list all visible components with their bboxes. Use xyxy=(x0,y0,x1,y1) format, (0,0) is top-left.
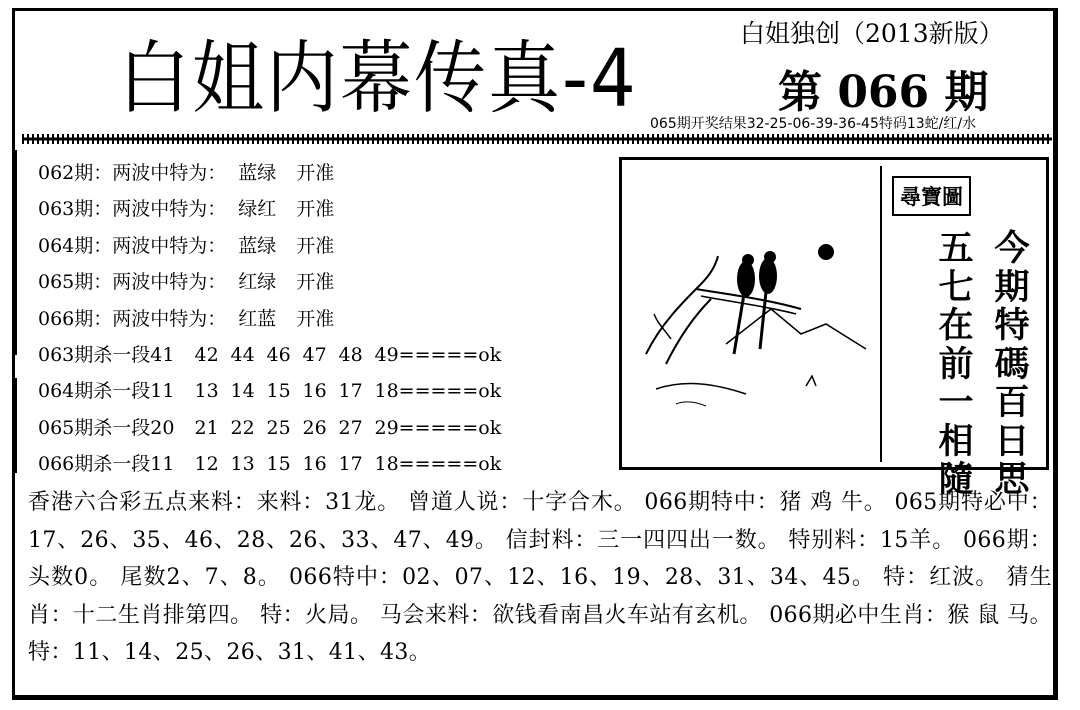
row-label: 两波中特为： xyxy=(112,271,227,294)
row-period: 066期： xyxy=(38,307,113,330)
left-margin-mark xyxy=(14,150,17,355)
kill-number: 17 xyxy=(338,453,363,476)
row-label: 两波中特为： xyxy=(112,162,227,184)
left-margin-mark xyxy=(14,378,17,473)
header-divider xyxy=(22,133,1052,145)
row-value: 红蓝 xyxy=(238,307,277,330)
kill-number: 21 xyxy=(194,416,219,439)
kill-number: 15 xyxy=(266,453,291,476)
wave-row xyxy=(38,228,501,264)
treasure-map-panel xyxy=(619,157,1049,500)
brand-label: 白姐独创（2013新版） xyxy=(740,19,1004,48)
page-title: 白姐内幕传真-4 xyxy=(118,31,638,125)
kill-number: 48 xyxy=(338,343,363,366)
row-period: 064期： xyxy=(38,234,113,257)
kill-result: 49=====ok xyxy=(374,343,502,366)
row-status: 开准 xyxy=(296,198,335,221)
kill-row xyxy=(38,373,501,409)
row-value: 绿红 xyxy=(238,198,277,221)
row-label: 两波中特为： xyxy=(112,307,227,330)
kill-number: 26 xyxy=(302,416,327,439)
row-status: 开准 xyxy=(296,162,335,184)
kill-number: 27 xyxy=(338,416,363,439)
treasure-poem-line-1: 今期特碼百日思 xyxy=(994,228,1030,500)
prediction-list xyxy=(38,155,501,483)
kill-number: 44 xyxy=(230,343,255,366)
row-status: 开准 xyxy=(296,307,335,330)
last-result: 065期开奖结果32-25-06-39-36-45特码13蛇/红/水 xyxy=(650,116,977,132)
treasure-poem-line-2: 五七在前一相隨 xyxy=(938,228,974,500)
kill-number: 46 xyxy=(266,343,291,366)
kill-number: 13 xyxy=(230,453,255,476)
row-status: 开准 xyxy=(296,271,335,294)
treasure-map-label: 尋寶圖 xyxy=(892,176,971,216)
treasure-text-area xyxy=(880,166,1046,500)
parrots-illustration xyxy=(626,164,878,464)
kill-result: 18=====ok xyxy=(374,453,502,476)
wave-row xyxy=(38,301,501,337)
wave-row xyxy=(38,155,501,191)
kill-result: 29=====ok xyxy=(374,416,502,439)
row-value: 红绿 xyxy=(238,271,277,294)
row-value: 蓝绿 xyxy=(238,162,277,184)
row-status: 开准 xyxy=(296,234,335,257)
kill-number: 17 xyxy=(338,380,363,403)
kill-prefix: 066期杀一段11 xyxy=(38,453,175,476)
kill-number: 13 xyxy=(194,380,219,403)
kill-number: 15 xyxy=(266,380,291,403)
kill-prefix: 064期杀一段11 xyxy=(38,380,175,403)
kill-result: 18=====ok xyxy=(374,380,502,403)
row-period: 063期： xyxy=(38,198,113,221)
kill-row xyxy=(38,446,501,482)
kill-number: 16 xyxy=(302,380,327,403)
kill-row xyxy=(38,410,501,446)
kill-prefix: 065期杀一段20 xyxy=(38,416,175,439)
row-value: 蓝绿 xyxy=(238,234,277,257)
wave-row xyxy=(38,191,501,227)
wave-row xyxy=(38,264,501,300)
kill-number: 42 xyxy=(194,343,219,366)
kill-prefix: 063期杀一段41 xyxy=(38,343,175,366)
kill-row xyxy=(38,337,501,373)
row-period: 062期： xyxy=(38,162,113,184)
kill-number: 12 xyxy=(194,453,219,476)
forecast-paragraph: 香港六合彩五点来料：来料：31龙。 曾道人说：十字合木。 066期特中：猪 鸡 牛。 065期特必中：17、26、35、46、28、26、33、47、49。 信封料：三一四四出一数。 特别料：15羊。 066期：头数0。 尾数2、7、8。 066特中：02、07、12、16、19、28、31、34、45。 特：红波。 猜生肖：十二生肖排第四。 特：火局。 马会来料：欲钱看南昌火车站有玄机。 066期必中生肖：猴 鼠 马。 特：11、14、25、26、31、41、43。 xyxy=(28,490,1052,665)
kill-number: 47 xyxy=(302,343,327,366)
kill-number: 25 xyxy=(266,416,291,439)
row-label: 两波中特为： xyxy=(112,198,227,221)
kill-number: 14 xyxy=(230,380,255,403)
row-label: 两波中特为： xyxy=(112,234,227,257)
kill-number: 22 xyxy=(230,416,255,439)
row-period: 065期： xyxy=(38,271,113,294)
kill-number: 16 xyxy=(302,453,327,476)
issue-number: 第 066 期 xyxy=(778,67,989,118)
